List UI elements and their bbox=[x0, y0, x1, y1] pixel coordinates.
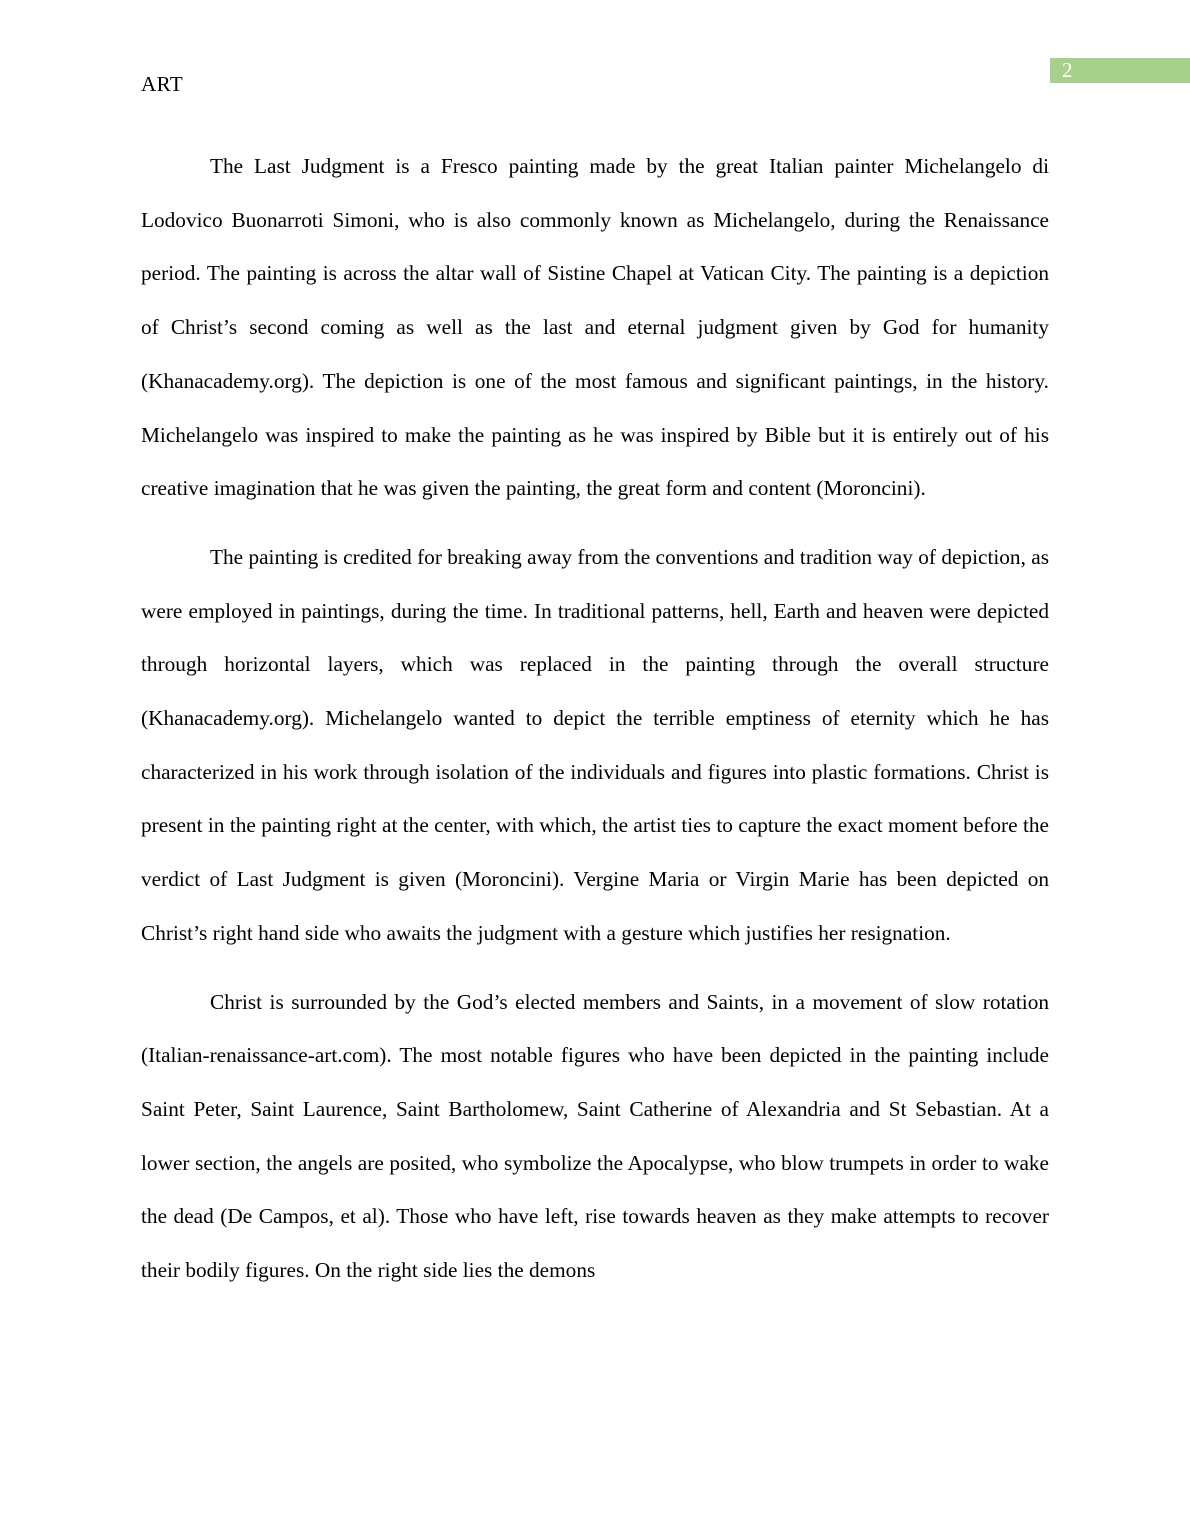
running-head: ART bbox=[141, 72, 184, 96]
page-number: 2 bbox=[1062, 58, 1073, 82]
document-body bbox=[141, 140, 1049, 1313]
paragraph-3: Christ is surrounded by the God’s elected members and Saints, in a movement of slow rotation (Italian-renaissance-art.com). The most notable figures who have been depicted in the painting include Saint Peter, Saint Laurence, Saint Bartholomew, Saint Catherine of Alexandria and St Sebastian. At a lower section, the angels are posited, who symbolize the Apocalypse, who blow trumpets in order to wake the dead (De Campos, et al). Those who have left, rise towards heaven as they make attempts to recover their bodily figures. On the right side lies the demons bbox=[141, 989, 1049, 1283]
page-number-bar bbox=[1050, 58, 1190, 83]
paragraph-2: The painting is credited for breaking away from the conventions and tradition way of depiction, as were employed in paintings, during the time. In traditional patterns, hell, Earth and heaven were depicted through horizontal layers, which was replaced in the painting through the overall structure (Khanacademy.org). Michelangelo wanted to depict the terrible emptiness of eternity which he has characterized in his work through isolation of the individuals and figures into plastic formations. Christ is present in the painting right at the center, with which, the artist ties to capture the exact moment before the verdict of Last Judgment is given (Moroncini). Vergine Maria or Virgin Marie has been depicted on Christ’s right hand side who awaits the judgment with a gesture which justifies her resignation. bbox=[141, 544, 1049, 945]
paragraph-1: The Last Judgment is a Fresco painting made by the great Italian painter Michelangelo di Lodovico Buonarroti Simoni, who is also commonly known as Michelangelo, during the Renaissance period. The painting is across the altar wall of Sistine Chapel at Vatican City. The painting is a depiction of Christ’s second coming as well as the last and eternal judgment given by God for humanity (Khanacademy.org). The depiction is one of the most famous and significant paintings, in the history. Michelangelo was inspired to make the painting as he was inspired by Bible but it is entirely out of his creative imagination that he was given the painting, the great form and content (Moroncini). bbox=[141, 154, 1049, 501]
